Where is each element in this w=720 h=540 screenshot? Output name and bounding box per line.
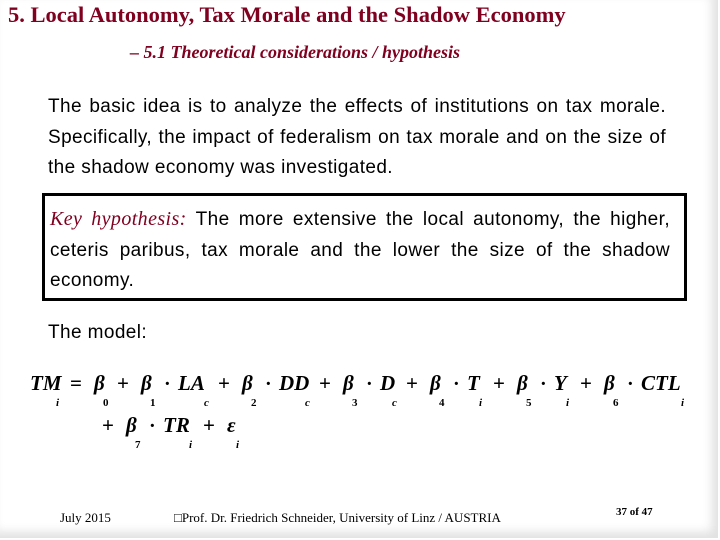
equation-token: + bbox=[117, 371, 129, 395]
equation-token: β bbox=[517, 371, 528, 395]
equation-subscript: 2 bbox=[251, 397, 257, 409]
equation-token: CTL bbox=[641, 371, 681, 395]
hypothesis-box bbox=[42, 193, 687, 301]
equation-token: · bbox=[453, 373, 460, 395]
equation-subscript: c bbox=[305, 397, 310, 409]
equation-token: β bbox=[242, 371, 253, 395]
model-equation bbox=[0, 360, 720, 460]
equation-token: + bbox=[218, 371, 230, 395]
footer-credit bbox=[174, 510, 501, 526]
equation-token: β bbox=[94, 371, 105, 395]
intro-paragraph: The basic idea is to analyze the effects of institutions on tax morale. Specifically, the impact of federalism on tax morale and on the size of the shadow economy was investigated. bbox=[48, 96, 666, 178]
equation-token: · bbox=[627, 373, 634, 395]
equation-subscript: i bbox=[479, 397, 483, 409]
slide-title: 5. Local Autonomy, Tax Morale and the Shadow Economy bbox=[8, 2, 566, 27]
equation-token: D bbox=[380, 371, 396, 395]
equation-token: Y bbox=[554, 371, 567, 395]
copyright-icon: □ bbox=[174, 510, 182, 525]
equation-token: + bbox=[102, 413, 114, 437]
equation-subscript: i bbox=[681, 397, 685, 409]
hypothesis-paragraph bbox=[50, 204, 670, 297]
equation-token: β bbox=[604, 371, 615, 395]
equation-subscript: c bbox=[204, 397, 209, 409]
equation-line-1 bbox=[30, 371, 685, 409]
equation-subscript: 5 bbox=[526, 397, 532, 409]
equation-token: + bbox=[406, 371, 418, 395]
equation-token: T bbox=[467, 371, 480, 395]
equation-token: + bbox=[203, 413, 215, 437]
equation-token: = bbox=[70, 371, 82, 395]
slide-subtitle: – 5.1 Theoretical considerations / hypothesis bbox=[130, 42, 461, 62]
equation-token: β bbox=[343, 371, 354, 395]
equation-token: β bbox=[430, 371, 441, 395]
equation-subscript: i bbox=[56, 397, 60, 409]
hypothesis-label: Key hypothesis: bbox=[50, 208, 187, 230]
equation-subscript: 1 bbox=[150, 397, 156, 409]
equation-subscript: 4 bbox=[439, 397, 445, 409]
equation-token: · bbox=[540, 373, 547, 395]
equation-token: ε bbox=[227, 413, 236, 437]
page-number: 37 of 47 bbox=[616, 506, 653, 518]
equation-subscript: 3 bbox=[352, 397, 358, 409]
footer-credit-text: Prof. Dr. Friedrich Schneider, University of Linz / AUSTRIA bbox=[181, 510, 501, 525]
equation-subscript: i bbox=[189, 439, 193, 451]
footer-date: July 2015 bbox=[60, 510, 111, 525]
equation-token: β bbox=[141, 371, 152, 395]
hypothesis-text: The more extensive the local autonomy, the higher, ceteris paribus, tax morale and the lower the size of the shadow economy. bbox=[50, 209, 671, 291]
equation-token: β bbox=[126, 413, 137, 437]
equation-token: · bbox=[164, 373, 171, 395]
equation-token: DD bbox=[279, 371, 310, 395]
equation-subscript: c bbox=[392, 397, 397, 409]
equation-line-2 bbox=[102, 413, 240, 451]
equation-subscript: 7 bbox=[135, 439, 141, 451]
equation-token: · bbox=[265, 373, 272, 395]
equation-subscript: i bbox=[236, 439, 240, 451]
equation-token: + bbox=[493, 371, 505, 395]
equation-token: LA bbox=[178, 371, 205, 395]
equation-token: + bbox=[319, 371, 331, 395]
equation-subscript: i bbox=[566, 397, 570, 409]
equation-token: · bbox=[149, 415, 156, 437]
model-label: The model: bbox=[48, 322, 148, 343]
equation-subscript: 6 bbox=[613, 397, 619, 409]
equation-token: TR bbox=[163, 413, 190, 437]
equation-subscript: 0 bbox=[103, 397, 109, 409]
equation-token: · bbox=[366, 373, 373, 395]
equation-token: TM bbox=[30, 371, 62, 395]
equation-token: + bbox=[580, 371, 592, 395]
